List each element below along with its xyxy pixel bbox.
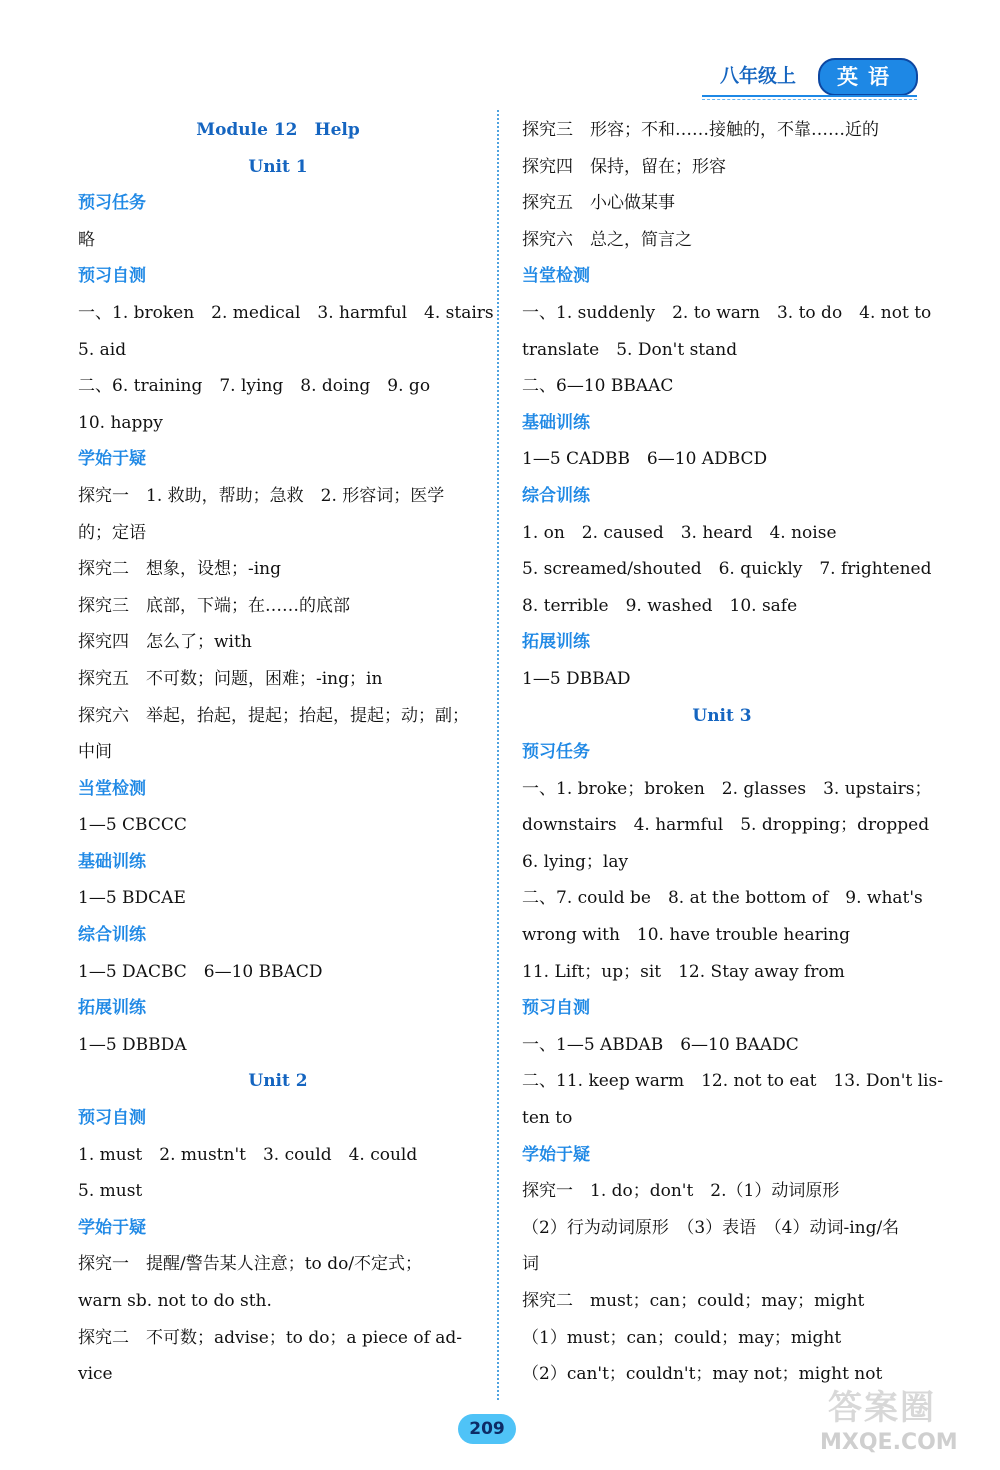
answer-line: （2）行为动词原形 （3）表语 （4）动词-ing/名	[522, 1217, 900, 1238]
grade-label: 八年级上	[720, 65, 797, 87]
heading-title: 预习任务	[522, 742, 590, 763]
right-column	[522, 112, 943, 1393]
answer-line: 一、1. broke；broken 2. glasses 3. upstairs；	[522, 778, 932, 799]
module-title: Module 12 Help	[196, 120, 360, 140]
answer-line: wrong with 10. have trouble hearing	[522, 925, 850, 946]
answer-line: 探究五 不可数；问题，困难；-ing；in	[78, 668, 383, 689]
answer-line: 探究一 提醒/警告某人注意；to do/不定式；	[78, 1254, 423, 1275]
answer-line: 探究一 1. do；don't 2.（1）动词原形	[522, 1181, 840, 1202]
heading-title: 拓展训练	[522, 632, 590, 653]
heading-title: 基础训练	[78, 851, 146, 872]
heading-title: 预习自测	[78, 266, 146, 287]
unit-title: Unit 2	[248, 1071, 308, 1092]
answer-line: 5. must	[78, 1181, 143, 1202]
answer-line: （2）can't；couldn't；may not；might not	[522, 1364, 883, 1385]
answer-line: 探究三 形容；不和……接触的，不靠……近的	[522, 120, 879, 140]
answer-line: 探究二 不可数；advise；to do；a piece of ad-	[78, 1327, 463, 1348]
heading-title: 学始于疑	[78, 1217, 146, 1238]
answer-line: 1. must 2. mustn't 3. could 4. could	[78, 1144, 418, 1165]
answer-line: 探究二 must；can；could；may；might	[522, 1291, 865, 1311]
watermark-logo	[820, 1380, 995, 1465]
answer-line: warn sb. not to do sth.	[78, 1291, 272, 1311]
answer-line: 一、1—5 ABDAB 6—10 BAADC	[522, 1034, 799, 1055]
answer-line: 二、6—10 BBAAC	[522, 376, 674, 397]
answer-line: 探究四 保持，留在；形容	[522, 156, 726, 177]
unit-title: Unit 3	[692, 705, 752, 726]
answer-line: 1—5 CADBB 6—10 ADBCD	[522, 449, 768, 470]
answer-line: 6. lying；lay	[522, 851, 629, 872]
answer-line: 的；定语	[78, 522, 146, 543]
heading-title: 拓展训练	[78, 998, 146, 1019]
watermark-text: 答案圈	[828, 1388, 936, 1428]
answer-line: 略	[78, 229, 95, 250]
answer-line: 一、1. suddenly 2. to warn 3. to do 4. not to	[522, 302, 932, 323]
answer-line: 二、7. could be 8. at the bottom of 9. what's	[522, 888, 923, 909]
answer-line: 探究六 举起，抬起，提起；抬起，提起；动；副；	[78, 705, 469, 726]
answer-line: 一、1. broken 2. medical 3. harmful 4. stairs	[78, 302, 494, 323]
answer-line: 1—5 DACBC 6—10 BBACD	[78, 961, 323, 982]
page-header	[690, 55, 920, 105]
answer-line: 二、11. keep warm 12. not to eat 13. Don't lis-	[522, 1071, 943, 1092]
answer-line: （1）must；can；could；may；might	[522, 1327, 842, 1348]
subject-badge: 英语	[818, 58, 918, 96]
heading-title: 当堂检测	[522, 266, 590, 287]
answer-line: 中间	[78, 742, 112, 763]
answer-line: 探究四 怎么了；with	[78, 632, 252, 653]
header-rule-dashed	[702, 99, 917, 100]
answer-line: 1—5 BDCAE	[78, 888, 186, 909]
answer-line: downstairs 4. harmful 5. dropping；dropped	[522, 815, 930, 836]
answer-line: 1. on 2. caused 3. heard 4. noise	[522, 522, 837, 543]
answer-line: 探究二 想象，设想；-ing	[78, 559, 282, 580]
heading-title: 综合训练	[522, 485, 590, 506]
answer-line: 1—5 CBCCC	[78, 815, 187, 836]
header-rule	[702, 95, 917, 97]
answer-line: 探究一 1. 救助，帮助；急救 2. 形容词；医学	[78, 485, 445, 506]
answer-line: 11. Lift；up；sit 12. Stay away from	[522, 961, 845, 982]
left-column	[78, 112, 494, 1393]
heading-title: 学始于疑	[78, 449, 146, 470]
answer-line: 8. terrible 9. washed 10. safe	[522, 595, 798, 616]
answer-line: vice	[78, 1364, 113, 1385]
answer-line: 5. screamed/shouted 6. quickly 7. frightened	[522, 559, 932, 580]
answer-line: 1—5 DBBAD	[522, 668, 631, 689]
unit-title: Unit 1	[248, 156, 308, 177]
answer-line: 1—5 DBBDA	[78, 1034, 187, 1055]
heading-title: 学始于疑	[522, 1144, 590, 1165]
column-divider	[497, 110, 499, 1400]
answer-line: 5. aid	[78, 339, 127, 360]
answer-line: 10. happy	[78, 412, 163, 433]
heading-title: 预习自测	[78, 1108, 146, 1129]
answer-line: 探究六 总之，简言之	[522, 229, 692, 250]
answer-line: 二、6. training 7. lying 8. doing 9. go	[78, 376, 431, 397]
answer-line: translate 5. Don't stand	[522, 339, 738, 360]
heading-title: 基础训练	[522, 412, 590, 433]
heading-title: 预习任务	[78, 193, 146, 214]
answer-line: ten to	[522, 1108, 573, 1129]
heading-title: 预习自测	[522, 998, 590, 1019]
heading-title: 当堂检测	[78, 778, 146, 799]
page-number: 209	[458, 1414, 516, 1444]
answer-line: 词	[522, 1254, 539, 1275]
answer-line: 探究五 小心做某事	[522, 193, 675, 214]
answer-line: 探究三 底部，下端；在……的底部	[78, 595, 350, 616]
watermark-url: MXQE.COM	[820, 1430, 958, 1455]
heading-title: 综合训练	[78, 925, 146, 946]
